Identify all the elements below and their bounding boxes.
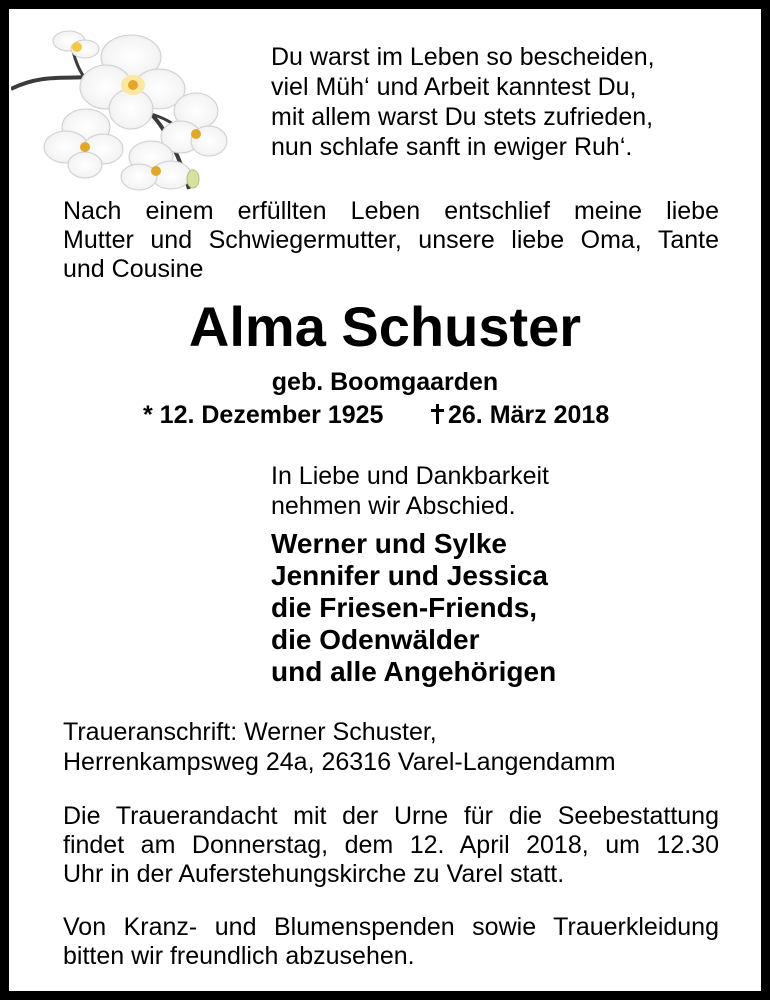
mourner-line: und alle Angehörigen	[271, 656, 557, 687]
farewell-line: In Liebe und Dankbarkeit	[271, 462, 549, 490]
maiden-name: geb. Boomgaarden	[271, 368, 499, 396]
orchid-flower-image	[11, 19, 241, 199]
mourner-line: die Odenwälder	[271, 624, 480, 655]
poem-line: viel Müh‘ und Arbeit kanntest Du,	[271, 73, 637, 101]
farewell-text	[271, 461, 549, 521]
poem-line: Du warst im Leben so bescheiden,	[271, 43, 655, 71]
deceased-name: Alma Schuster	[188, 295, 582, 358]
poem-line: nun schlafe sanft in ewiger Ruh‘.	[271, 133, 633, 161]
death-date: 26. März 2018	[448, 401, 610, 429]
mourning-address	[63, 717, 616, 777]
service-line: Uhr in der Auferstehungskirche zu Varel statt.	[63, 860, 565, 888]
service-line: Die Trauerandacht mit der Urne für die Seebestattung	[63, 802, 719, 830]
mourner-line: Werner und Sylke	[271, 528, 508, 559]
intro-text	[63, 197, 719, 284]
intro-line: Mutter und Schwiegermutter, unsere liebe Oma, Tante	[63, 226, 719, 254]
cross-icon	[431, 404, 444, 424]
birth-date: * 12. Dezember 1925	[143, 401, 384, 429]
flowers-line: bitten wir freundlich abzusehen.	[63, 942, 415, 970]
address-line: Herrenkampsweg 24a, 26316 Varel-Langendamm	[63, 748, 616, 776]
death-date-group	[431, 400, 609, 430]
farewell-line: nehmen wir Abschied.	[271, 492, 516, 520]
intro-line: Nach einem erfüllten Leben entschlief meine liebe	[63, 197, 719, 225]
poem-line: mit allem warst Du stets zufrieden,	[271, 103, 654, 131]
life-dates	[143, 400, 610, 430]
poem-verse	[271, 42, 655, 162]
flowers-line: Von Kranz- und Blumenspenden sowie Trauerkleidung	[63, 913, 719, 941]
mourners-list	[271, 528, 556, 688]
intro-line: und Cousine	[63, 255, 204, 283]
service-info	[63, 802, 719, 889]
flowers-request	[63, 913, 719, 971]
service-line: findet am Donnerstag, dem 12. April 2018, um 12.30	[63, 831, 719, 859]
address-line: Traueranschrift: Werner Schuster,	[63, 718, 437, 746]
mourner-line: Jennifer und Jessica	[271, 560, 549, 591]
mourner-line: die Friesen-Friends,	[271, 592, 538, 623]
